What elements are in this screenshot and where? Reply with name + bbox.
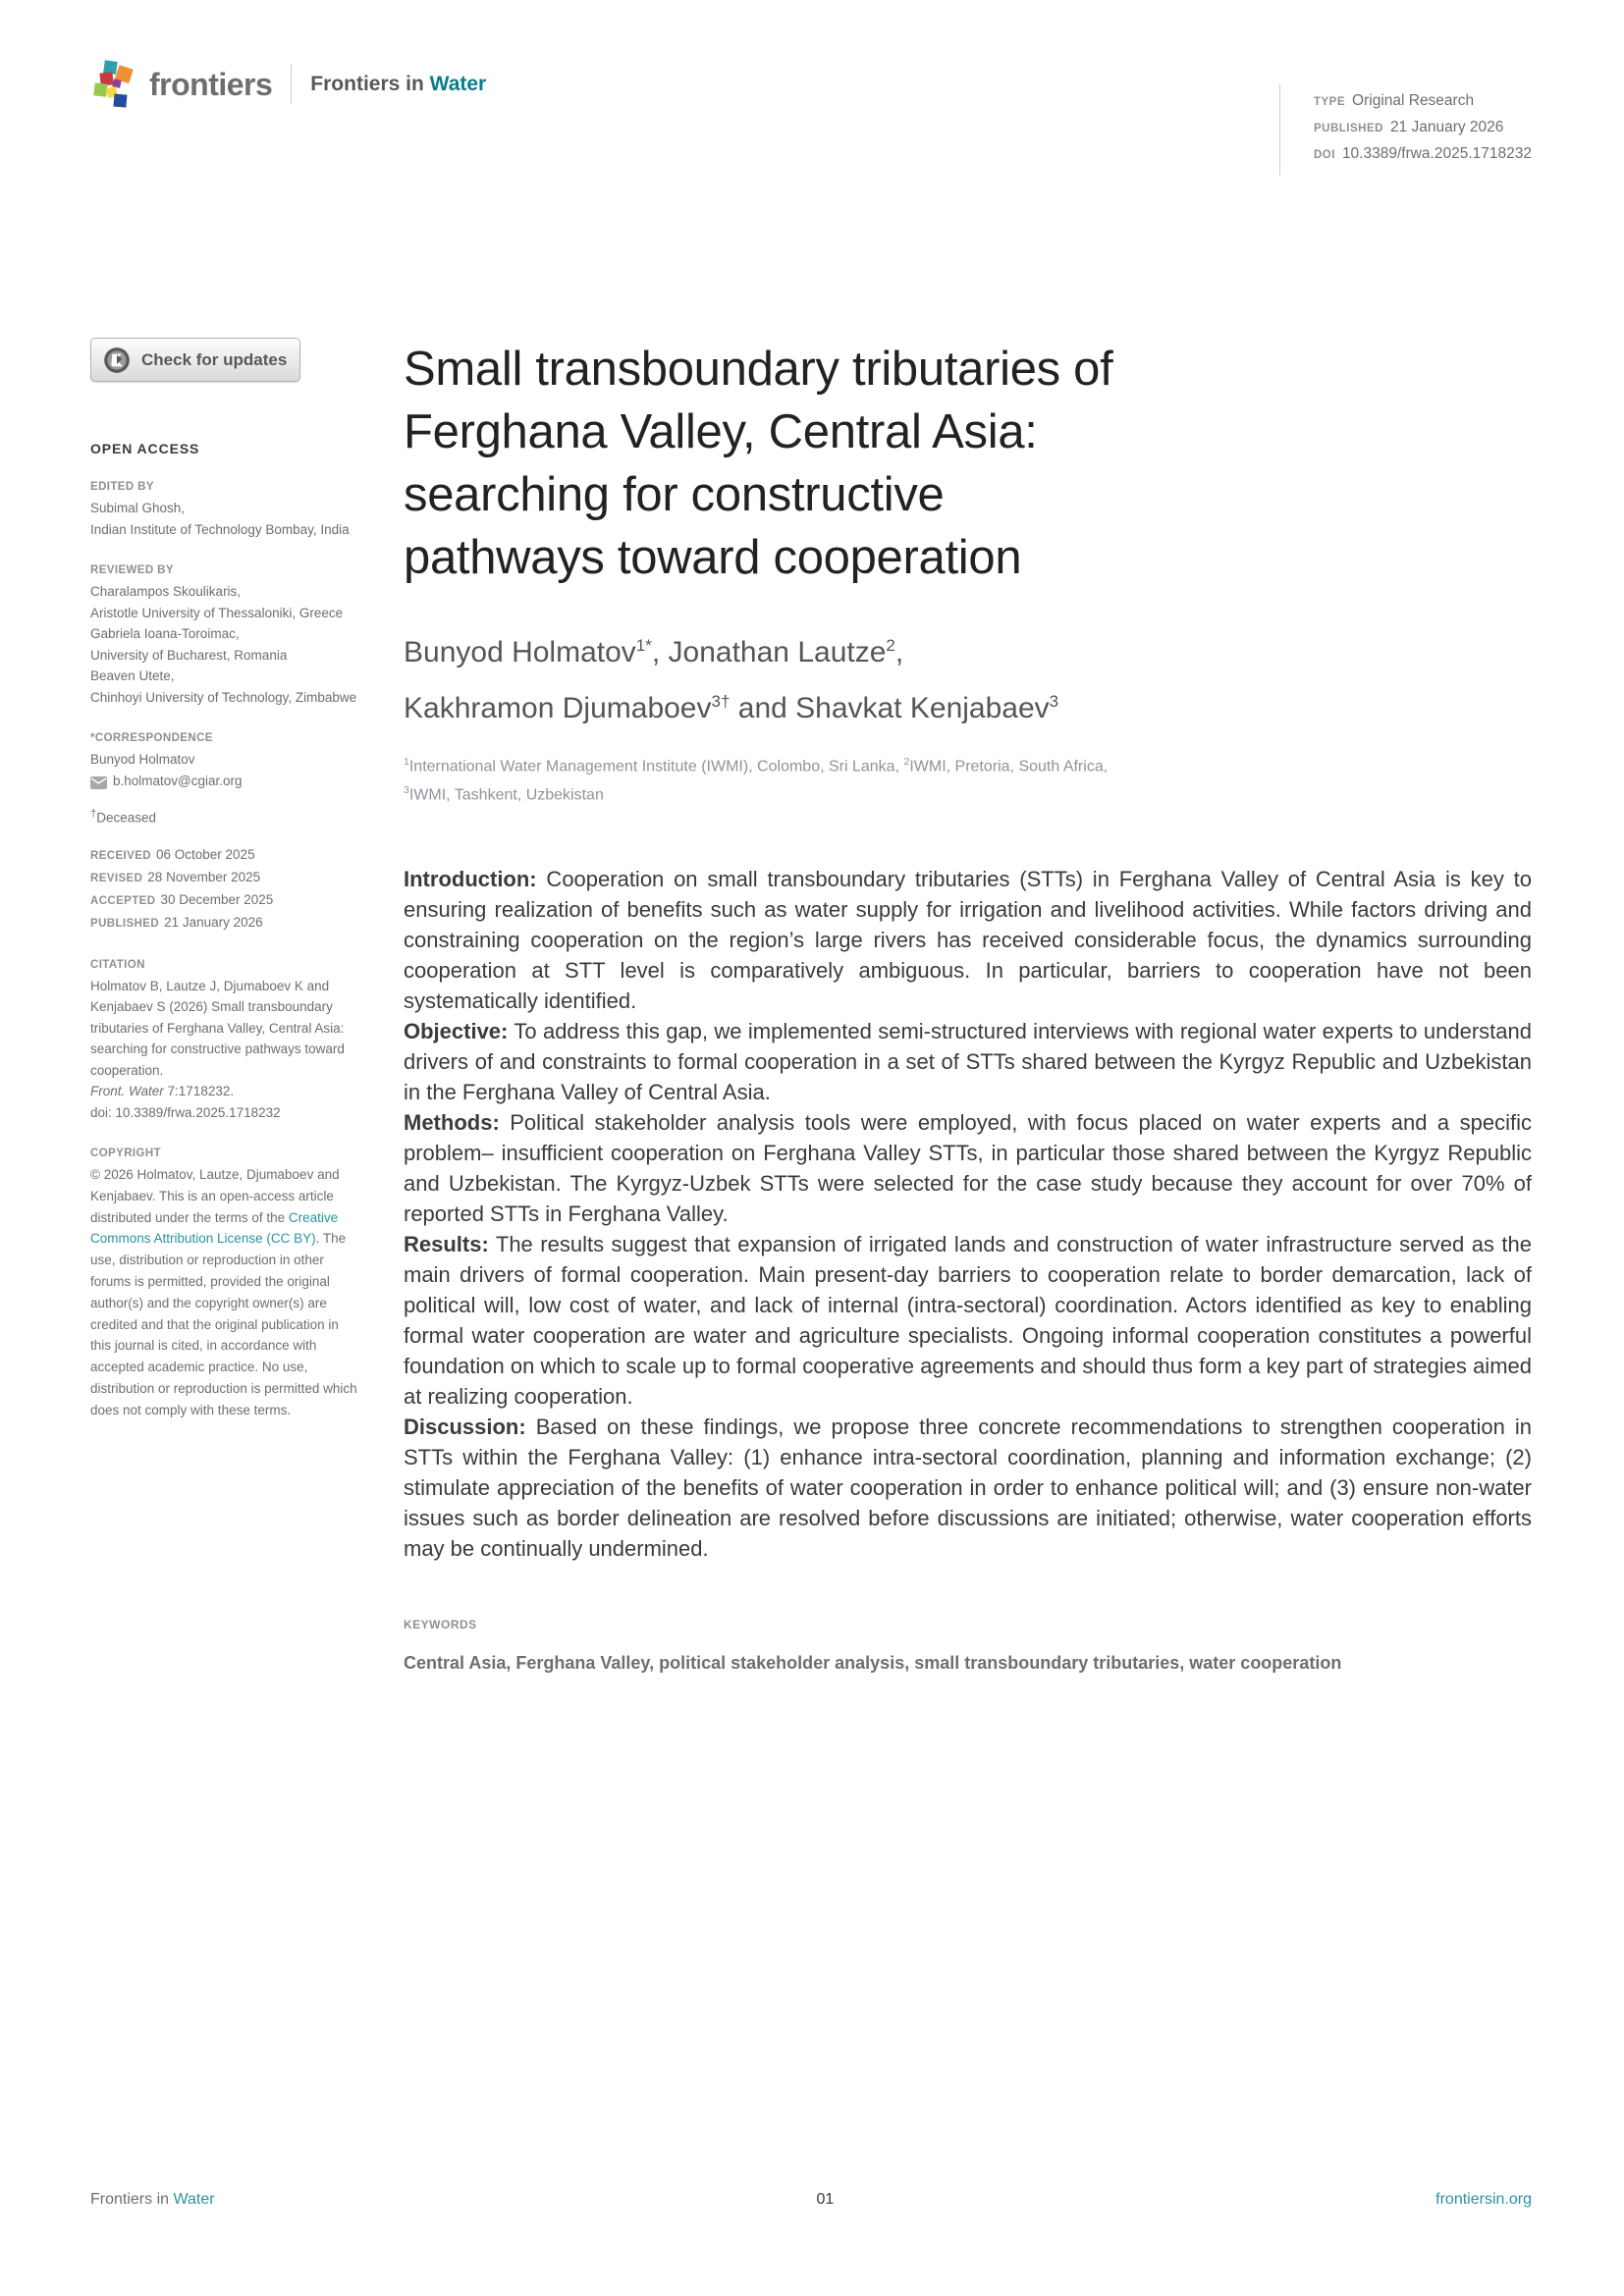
abstract-methods-lead: Methods: [404, 1109, 500, 1135]
author-list [404, 621, 1532, 733]
affiliation-mark: 1 [404, 756, 409, 768]
correspondence-label: *CORRESPONDENCE [90, 732, 213, 744]
correspondence-section [90, 728, 357, 791]
reviewer-affiliation: Aristotle University of Thessaloniki, Greece [90, 605, 344, 620]
received-label: RECEIVED [90, 849, 151, 862]
header [90, 53, 486, 116]
abstract-discussion-lead: Discussion: [404, 1414, 526, 1439]
footer-journal-highlight: Water [173, 2191, 215, 2208]
accepted-row [90, 889, 357, 912]
journal-name-prefix: Frontiers in [310, 73, 430, 95]
abstract-results-text: The results suggest that expansion of irrigated lands and construction of water infrastructure served as the main drivers of formal cooperation. Main present-day barriers to cooperation relate to border demarcation, lack of political will, low cost of water, and lack of internal (intra-sectoral) coordination. Actors identified as key to enabling formal water cooperation are water and agriculture specialists. Ongoing informal cooperation constitutes a powerful foundation on which to scale up to formal cooperative agreements and should thus form a key part of strategies aimed at realizing cooperation. [404, 1231, 1532, 1409]
citation-journal: Front. Water [90, 1084, 164, 1098]
meta-published [1314, 115, 1532, 141]
citation-text: Holmatov B, Lautze J, Djumaboev K and Kenjabaev S (2026) Small transboundary tributaries of Ferghana Valley, Central Asia: searching for constructive pathways toward cooperation. [90, 978, 345, 1078]
copyright-text [90, 1164, 357, 1421]
reviewer-affiliation: Chinhoyi University of Technology, Zimbabwe [90, 689, 357, 705]
accepted-value: 30 December 2025 [160, 891, 274, 907]
content-columns [90, 338, 1532, 1677]
author-affil-mark: 3 [1049, 692, 1059, 711]
sidebar [90, 338, 357, 1677]
correspondence-name: Bunyod Holmatov [90, 752, 195, 767]
frontiers-cubes-logo-icon [90, 53, 141, 116]
title-line: Ferghana Valley, Central Asia: [404, 405, 1038, 458]
received-value: 06 October 2025 [156, 846, 255, 862]
correspondence-email-link[interactable]: b.holmatov@cgiar.org [113, 773, 243, 788]
check-for-updates-label: Check for updates [141, 349, 288, 369]
author-affil-mark: 1* [635, 636, 652, 655]
meta-type-value: Original Research [1352, 92, 1475, 109]
author-affil-mark: 2 [886, 636, 895, 655]
citation-label: CITATION [90, 958, 145, 971]
history-dates [90, 844, 357, 934]
title-line: searching for constructive [404, 468, 945, 521]
footer-journal-prefix: Frontiers in [90, 2191, 174, 2208]
affiliation-mark: 2 [903, 756, 910, 768]
affiliation-line [404, 778, 1532, 807]
footer-site-link[interactable]: frontiersin.org [1435, 2191, 1532, 2208]
author-name: Bunyod Holmatov [404, 636, 636, 668]
copyright-label: COPYRIGHT [90, 1148, 161, 1159]
author-separator: and [730, 692, 796, 724]
journal-name-highlight: Water [429, 73, 487, 95]
frontiers-wordmark: frontiers [149, 66, 273, 102]
citation-doi: doi: 10.3389/frwa.2025.1718232 [90, 1104, 281, 1120]
citation-volume: 7:1718232. [163, 1084, 235, 1098]
accepted-label: ACCEPTED [90, 894, 156, 907]
received-row [90, 844, 357, 867]
keywords-text: Central Asia, Ferghana Valley, political stakeholder analysis, small transboundary tributaries, water cooperation [404, 1652, 1342, 1673]
author-name: Kakhramon Djumaboev [404, 692, 712, 724]
abstract-methods-text: Political stakeholder analysis tools were employed, with focus placed on water experts and a specific problem– insufficient cooperation on Ferghana Valley STTs, in particular those shared between the Kyrgyz Republic and Uzbekistan. The Kyrgyz-Uzbek STTs were selected for the case study because they account for over 70% of reported STTs in Ferghana Valley. [404, 1109, 1532, 1226]
edited-by-name: Subimal Ghosh, [90, 501, 186, 515]
cc-by-license-link[interactable]: Creative Commons Attribution License (CC BY) [90, 1209, 339, 1247]
article-title [404, 338, 1532, 589]
deceased-note [90, 808, 357, 826]
open-access-badge: OPEN ACCESS [90, 441, 200, 456]
edited-by-section [90, 477, 357, 540]
reviewer-name: Beaven Utete, [90, 668, 175, 683]
check-for-updates-button[interactable] [90, 338, 300, 382]
logo-divider [291, 65, 292, 104]
author-separator: , [894, 636, 904, 668]
abstract-methods [404, 1107, 1532, 1229]
published-value: 21 January 2026 [164, 914, 263, 930]
article-main [404, 338, 1532, 1677]
abstract-introduction [404, 864, 1532, 1016]
edited-by-affiliation: Indian Institute of Technology Bombay, India [90, 521, 350, 537]
abstract-introduction-lead: Introduction: [404, 866, 537, 891]
reviewer-affiliation: University of Bucharest, Romania [90, 647, 288, 663]
affiliation-text: IWMI, Pretoria, South Africa, [909, 758, 1109, 775]
title-line: pathways toward cooperation [404, 531, 1022, 584]
meta-published-value: 21 January 2026 [1389, 119, 1504, 135]
published-label: PUBLISHED [90, 917, 160, 930]
author-separator: , [651, 636, 669, 668]
published-row [90, 912, 357, 934]
abstract-results [404, 1229, 1532, 1412]
abstract-discussion [404, 1412, 1532, 1564]
meta-doi [1314, 141, 1532, 168]
footer-journal [90, 2191, 215, 2209]
envelope-icon [90, 774, 107, 787]
abstract-objective-text: To address this gap, we implemented semi-structured interviews with regional water experts to understand drivers of and constraints to formal cooperation in a set of STTs shared between the Kyrgyz Republic and Uzbekistan in the Ferghana Valley of Central Asia. [404, 1018, 1532, 1104]
reviewed-by-section [90, 561, 357, 708]
abstract-introduction-text: Cooperation on small transboundary tributaries (STTs) in Ferghana Valley of Central Asia is key to ensuring realization of benefits such as water supply for irrigation and livelihood activities. While factors driving and constraining cooperation on the region’s large rivers has received considerable focus, the dynamics surrounding cooperation at STT level is comparatively ambiguous. In particular, barriers to cooperation have not been systematically identified. [404, 866, 1532, 1013]
meta-doi-value: 10.3389/frwa.2025.1718232 [1341, 145, 1532, 162]
affiliation-mark: 3 [404, 784, 409, 797]
affiliations [404, 750, 1532, 808]
title-line: Small transboundary tributaries of [404, 343, 1113, 396]
abstract-discussion-text: Based on these findings, we propose three concrete recommendations to strengthen cooperation in STTs within the Ferghana Valley: (1) enhance intra-sectoral coordination, planning and information exchange; (2) stimulate appreciation of the benefits of water cooperation in order to enhance political will; and (3) ensure non-water issues such as border delineation are resolved before discussions are initiated; otherwise, water cooperation efforts may be continually undermined. [404, 1414, 1532, 1561]
author-name: Shavkat Kenjabaev [795, 692, 1050, 724]
reviewed-by-label: REVIEWED BY [90, 564, 174, 576]
affiliation-text: IWMI, Tashkent, Uzbekistan [408, 786, 604, 804]
meta-type [1314, 88, 1532, 115]
copyright-section [90, 1144, 357, 1421]
author-affil-mark: 3† [711, 692, 731, 711]
copyright-post: . The use, distribution or reproduction in other forums is permitted, provided the original author(s) and the copyright owner(s) are credited and that the original publication in this journal is cited, in accordance with accepted academic practice. No use, distribution or reproduction is permitted which does not comply with these terms. [90, 1231, 357, 1417]
correspondence-email-row [90, 771, 357, 792]
deceased-text: Deceased [96, 810, 157, 826]
edited-by-label: EDITED BY [90, 481, 154, 493]
reviewer-name: Gabriela Ioana-Toroimac, [90, 626, 240, 641]
article-meta [1279, 84, 1532, 176]
citation-section [90, 955, 357, 1124]
footer [90, 2191, 1532, 2209]
abstract-objective [404, 1016, 1532, 1107]
copyright-pre: © 2026 Holmatov, Lautze, Djumaboev and Kenjabaev. This is an open-access article distributed under the terms of the [90, 1167, 340, 1225]
revised-label: REVISED [90, 872, 143, 884]
meta-published-label: PUBLISHED [1313, 123, 1383, 134]
author-name: Jonathan Lautze [668, 636, 887, 668]
crossmark-icon [103, 347, 131, 374]
affiliation-text: International Water Management Institute (IWMI), Colombo, Sri Lanka, [408, 758, 904, 775]
abstract-results-lead: Results: [404, 1231, 489, 1256]
footer-page-number: 01 [816, 2191, 835, 2208]
abstract [404, 864, 1532, 1564]
citation-journal-line [90, 1081, 357, 1102]
journal-name [310, 73, 486, 96]
keywords-label: KEYWORDS [404, 1617, 477, 1631]
affiliation-line [404, 750, 1532, 778]
meta-type-label: TYPE [1313, 96, 1346, 108]
abstract-objective-lead: Objective: [404, 1018, 509, 1043]
dagger-mark: † [90, 808, 97, 820]
revised-row [90, 867, 357, 889]
reviewer-name: Charalampos Skoulikaris, [90, 584, 242, 599]
meta-doi-label: DOI [1313, 149, 1335, 161]
revised-value: 28 November 2025 [147, 869, 261, 884]
